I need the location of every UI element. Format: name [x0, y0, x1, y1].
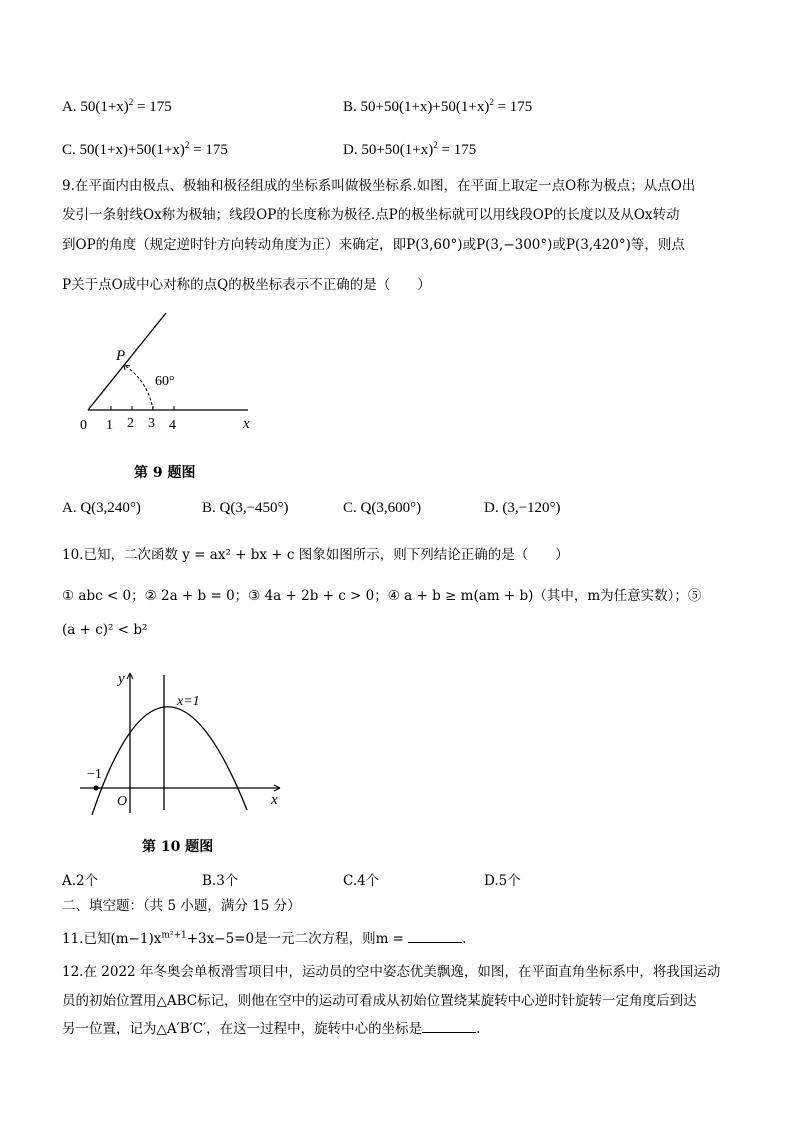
q12-line-3: 另一位置，记为△A′B′C′，在这一过程中，旋转中心的坐标是 .: [62, 1021, 481, 1037]
tick-label-0: 0: [80, 418, 87, 433]
label-x: x: [243, 416, 250, 432]
label-origin: O: [117, 794, 128, 809]
label-neg-one: −1: [87, 767, 102, 782]
q10-option-b: B.3个: [202, 873, 239, 889]
q9-figure: [70, 305, 270, 440]
tick-label-3: 3: [148, 416, 155, 431]
q8-option-c: C. $50(1+x)+50(1+x)^2 = 175$: [62, 140, 228, 158]
q11-answer-blank[interactable]: [408, 930, 462, 943]
label-symmetry: x=1: [177, 694, 200, 709]
q10-caption: 第 10 题图: [142, 839, 214, 855]
label-x: x: [271, 792, 278, 808]
q9-line-1: 9.在平面内由极点、极轴和极径组成的坐标系叫做极坐标系.如图，在平面上取定一点O称为极点；从点O出: [62, 178, 696, 194]
q12-line-2: 员的初始位置用△ABC标记，则他在空中的运动可看成从初始位置绕某旋转中心逆时针旋转一定角度后到达: [62, 993, 697, 1009]
q9-caption: 第 9 题图: [134, 465, 196, 481]
tick-label-2: 2: [127, 416, 134, 431]
q10-option-c: C.4个: [343, 873, 380, 889]
parabola: [92, 707, 247, 815]
q10-option-a: A.2个: [62, 873, 99, 889]
q12-line-1: 12.在 2022 年冬奥会单板滑雪项目中，运动员的空中姿态优美飘逸，如图，在平面直角坐标系中，将我国运动: [62, 964, 721, 980]
ray-op: [88, 313, 166, 410]
q11-text: 11.已知$(m-1)x^{m^2+1}+3x-5=0$是一元二次方程，则m = .: [62, 930, 467, 947]
label-angle: 60°: [155, 374, 175, 389]
label-y: y: [118, 671, 125, 687]
angle-arc: [124, 365, 153, 410]
section-title: 二、填空题：（共 5 小题，满分 15 分）: [62, 898, 301, 914]
q8-option-d: D. $50+50(1+x)^2 = 175$: [343, 140, 477, 158]
q10-option-d: D.5个: [484, 873, 521, 889]
q8-option-b: B. $50+50(1+x)+50(1+x)^2 = 175$: [343, 97, 533, 115]
q8-option-a: A. $50(1+x)^2 = 175$: [62, 97, 172, 115]
q9-line-4: P关于点O成中心对称的点Q的极坐标表示不正确的是（ ）: [62, 277, 431, 293]
root-point: [94, 786, 99, 791]
q9-option-d: D. (3,−120°): [484, 500, 561, 516]
q12-answer-blank[interactable]: [422, 1020, 476, 1033]
q10-line-1: 10.已知，二次函数 y = ax² + bx + c 图象如图所示，则下列结论正确的是（ ）: [62, 547, 569, 563]
q10-figure: [75, 665, 295, 815]
label-p: P: [116, 348, 126, 364]
q9-line-3: 到OP的角度（规定逆时针方向转动角度为正）来确定，即P(3,60°)或P(3,−300°)或P(3,420°)等，则点: [62, 237, 685, 253]
q9-option-c: C. Q(3,600°): [343, 500, 422, 516]
q10-line-2: ① abc < 0；② 2a + b = 0；③ 4a + 2b + c > 0；④ a + b ≥ m(am + b)（其中，m为任意实数）；⑤: [62, 588, 702, 604]
q9-line-2: 发引一条射线Ox称为极轴；线段OP的长度称为极径.点P的极坐标就可以用线段OP的长度以及从Ox转动: [62, 207, 680, 223]
q10-line-3: (a + c)² < b²: [62, 622, 148, 638]
tick-label-4: 4: [169, 418, 176, 433]
q9-option-a: A. Q(3,240°): [62, 500, 141, 516]
tick-label-1: 1: [106, 418, 113, 433]
q9-option-b: B. Q(3,−450°): [202, 500, 289, 516]
